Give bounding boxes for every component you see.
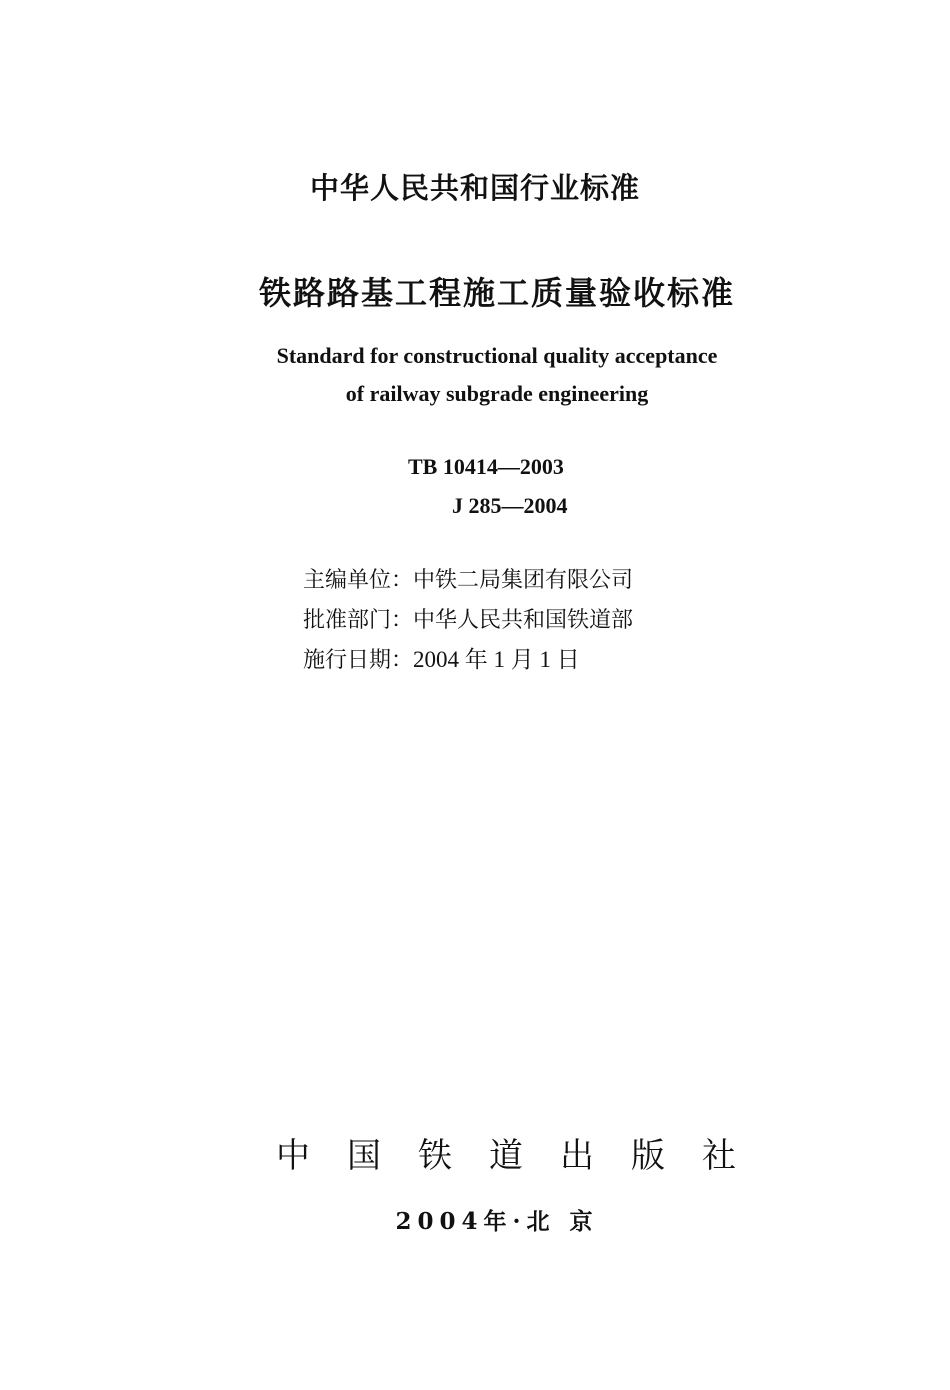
publisher-char: 出 (560, 1136, 594, 1176)
publisher-name (276, 1128, 736, 1177)
j-standard-code: J 285—2004 (452, 493, 568, 518)
publisher-char: 版 (631, 1136, 665, 1176)
publisher-char: 铁 (418, 1136, 452, 1176)
effective-date-value: 2004 年 1 月 1 日 (413, 647, 580, 672)
tb-standard-code: TB 10414—2003 (408, 454, 564, 479)
editor-unit-label: 主编单位： (303, 568, 414, 593)
publisher-char: 道 (489, 1136, 523, 1176)
effective-date-label: 施行日期： (303, 648, 414, 673)
publisher-char: 国 (347, 1136, 381, 1176)
publication-year-place: 2004年·北 京 (395, 1208, 599, 1235)
editor-unit-value: 中铁二局集团有限公司 (413, 568, 634, 593)
approving-department-value: 中华人民共和国铁道部 (413, 608, 634, 633)
english-title-line-2: of railway subgrade engineering (345, 381, 649, 406)
approving-department-label: 批准部门： (303, 608, 414, 633)
publisher-char: 社 (702, 1136, 736, 1176)
effective-date-row (303, 641, 580, 674)
industry-standard-heading: 中华人民共和国行业标准 (309, 171, 640, 205)
publisher-char: 中 (276, 1136, 310, 1176)
editor-unit-row (303, 563, 633, 594)
chinese-title: 铁路路基工程施工质量验收标准 (258, 274, 735, 312)
approving-department-row (303, 603, 633, 634)
english-title-line-1: Standard for constructional quality acceptance (276, 343, 718, 368)
